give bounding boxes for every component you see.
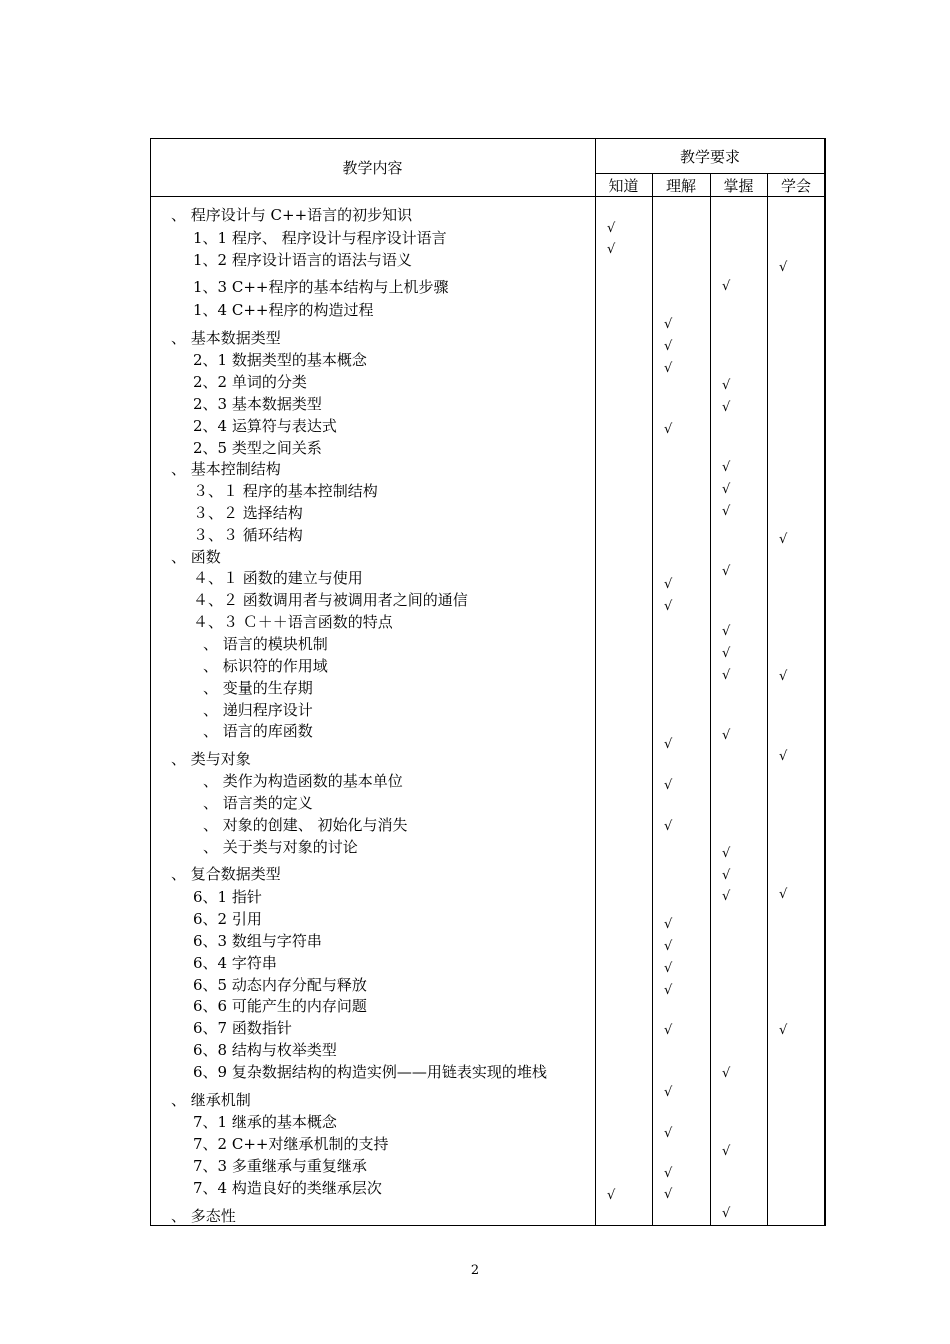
row-2-5: 2、5 类型之间关系 [193,439,322,457]
row-4-7: 、 递归程序设计 [203,701,313,719]
row-6-7: 6、7 函数指针 [193,1019,292,1037]
row-2-1: 2、1 数据类型的基本概念 [193,351,367,369]
check-mark: √ [722,728,731,743]
check-mark: √ [779,669,788,684]
check-mark: √ [722,624,731,639]
check-mark: √ [722,1066,731,1081]
divider-col-2 [710,173,711,1226]
check-mark: √ [664,819,673,834]
check-mark: √ [664,961,673,976]
check-mark: √ [779,532,788,547]
row-5-2: 、 语言类的定义 [203,794,313,812]
row-4-8: 、 语言的库函数 [203,722,313,740]
check-mark: √ [607,1188,616,1203]
row-6-8: 6、8 结构与枚举类型 [193,1041,337,1059]
check-mark: √ [664,778,673,793]
check-mark: √ [722,564,731,579]
row-4-5: 、 标识符的作用域 [203,657,328,675]
row-6-2: 6、2 引用 [193,910,262,928]
row-3-1: ３、１ 程序的基本控制结构 [193,482,378,500]
row-4-4: 、 语言的模块机制 [203,635,328,653]
row-7-4: 7、4 构造良好的类继承层次 [193,1179,382,1197]
row-5-1: 、 类作为构造函数的基本单位 [203,772,403,790]
check-mark: √ [664,339,673,354]
check-mark: √ [779,260,788,275]
check-mark: √ [722,1144,731,1159]
row-1-1: 1、1 程序、 程序设计与程序设计语言 [193,229,447,247]
header-level-master: 掌握 [723,177,754,195]
check-mark: √ [722,668,731,683]
check-mark: √ [664,983,673,998]
check-mark: √ [607,221,616,236]
check-mark: √ [664,317,673,332]
row-6-6: 6、6 可能产生的内存问题 [193,997,367,1015]
row-4-1: ４、１ 函数的建立与使用 [193,569,363,587]
row-7: 、 继承机制 [171,1091,251,1109]
row-2-3: 2、3 基本数据类型 [193,395,322,413]
check-mark: √ [664,1166,673,1181]
row-4: 、 函数 [171,548,221,566]
check-mark: √ [722,482,731,497]
row-5-3: 、 对象的创建、 初始化与消失 [203,816,408,834]
check-mark: √ [779,887,788,902]
check-mark: √ [722,504,731,519]
divider-col-3 [767,173,768,1226]
check-mark: √ [779,749,788,764]
row-1: 、 程序设计与 C++语言的初步知识 [171,206,413,224]
row-5-4: 、 关于类与对象的讨论 [203,838,358,856]
check-mark: √ [664,577,673,592]
header-bottom-line [150,196,825,197]
check-mark: √ [664,599,673,614]
row-8: 、 多态性 [171,1207,236,1225]
row-2-4: 2、4 运算符与表达式 [193,417,337,435]
check-mark: √ [722,646,731,661]
row-3-2: ３、２ 选择结构 [193,504,303,522]
check-mark: √ [722,400,731,415]
row-6-1: 6、1 指针 [193,888,262,906]
check-mark: √ [722,889,731,904]
row-6-5: 6、5 动态内存分配与释放 [193,976,367,994]
check-mark: √ [779,1023,788,1038]
row-1-3: 1、3 C++程序的基本结构与上机步骤 [193,278,449,296]
check-mark: √ [664,1187,673,1202]
check-mark: √ [664,1023,673,1038]
header-requirements: 教学要求 [679,148,740,166]
check-mark: √ [607,242,616,257]
row-1-2: 1、2 程序设计语言的语法与语义 [193,251,412,269]
row-2: 、 基本数据类型 [171,329,281,347]
header-level-learn: 学会 [780,177,811,195]
check-mark: √ [664,939,673,954]
check-mark: √ [664,1085,673,1100]
page-number: 2 [470,1263,480,1278]
check-mark: √ [722,460,731,475]
check-mark: √ [664,1126,673,1141]
header-level-know: 知道 [608,177,639,195]
row-3-3: ３、３ 循环结构 [193,526,303,544]
check-mark: √ [722,846,731,861]
row-7-1: 7、1 继承的基本概念 [193,1113,337,1131]
check-mark: √ [664,361,673,376]
row-6-4: 6、4 字符串 [193,954,277,972]
header-level-understand: 理解 [665,177,696,195]
header-subdivider [595,173,825,174]
row-7-2: 7、2 C++对继承机制的支持 [193,1135,389,1153]
row-6: 、 复合数据类型 [171,865,281,883]
check-mark: √ [664,422,673,437]
row-2-2: 2、2 单词的分类 [193,373,307,391]
row-6-9: 6、9 复杂数据结构的构造实例——用链表实现的堆栈 [193,1063,547,1081]
header-content: 教学内容 [342,159,403,177]
check-mark: √ [722,1206,731,1221]
row-5: 、 类与对象 [171,750,251,768]
row-7-3: 7、3 多重继承与重复继承 [193,1157,367,1175]
row-6-3: 6、3 数组与字符串 [193,932,322,950]
divider-content-requirements [595,138,596,1226]
check-mark: √ [664,737,673,752]
divider-col-1 [652,173,653,1226]
check-mark: √ [664,917,673,932]
check-mark: √ [722,279,731,294]
row-4-3: ４、３ Ｃ＋＋语言函数的特点 [193,613,393,631]
row-1-4: 1、4 C++程序的构造过程 [193,301,374,319]
row-4-2: ４、２ 函数调用者与被调用者之间的通信 [193,591,468,609]
check-mark: √ [722,868,731,883]
row-3: 、 基本控制结构 [171,460,281,478]
row-4-6: 、 变量的生存期 [203,679,313,697]
check-mark: √ [722,378,731,393]
